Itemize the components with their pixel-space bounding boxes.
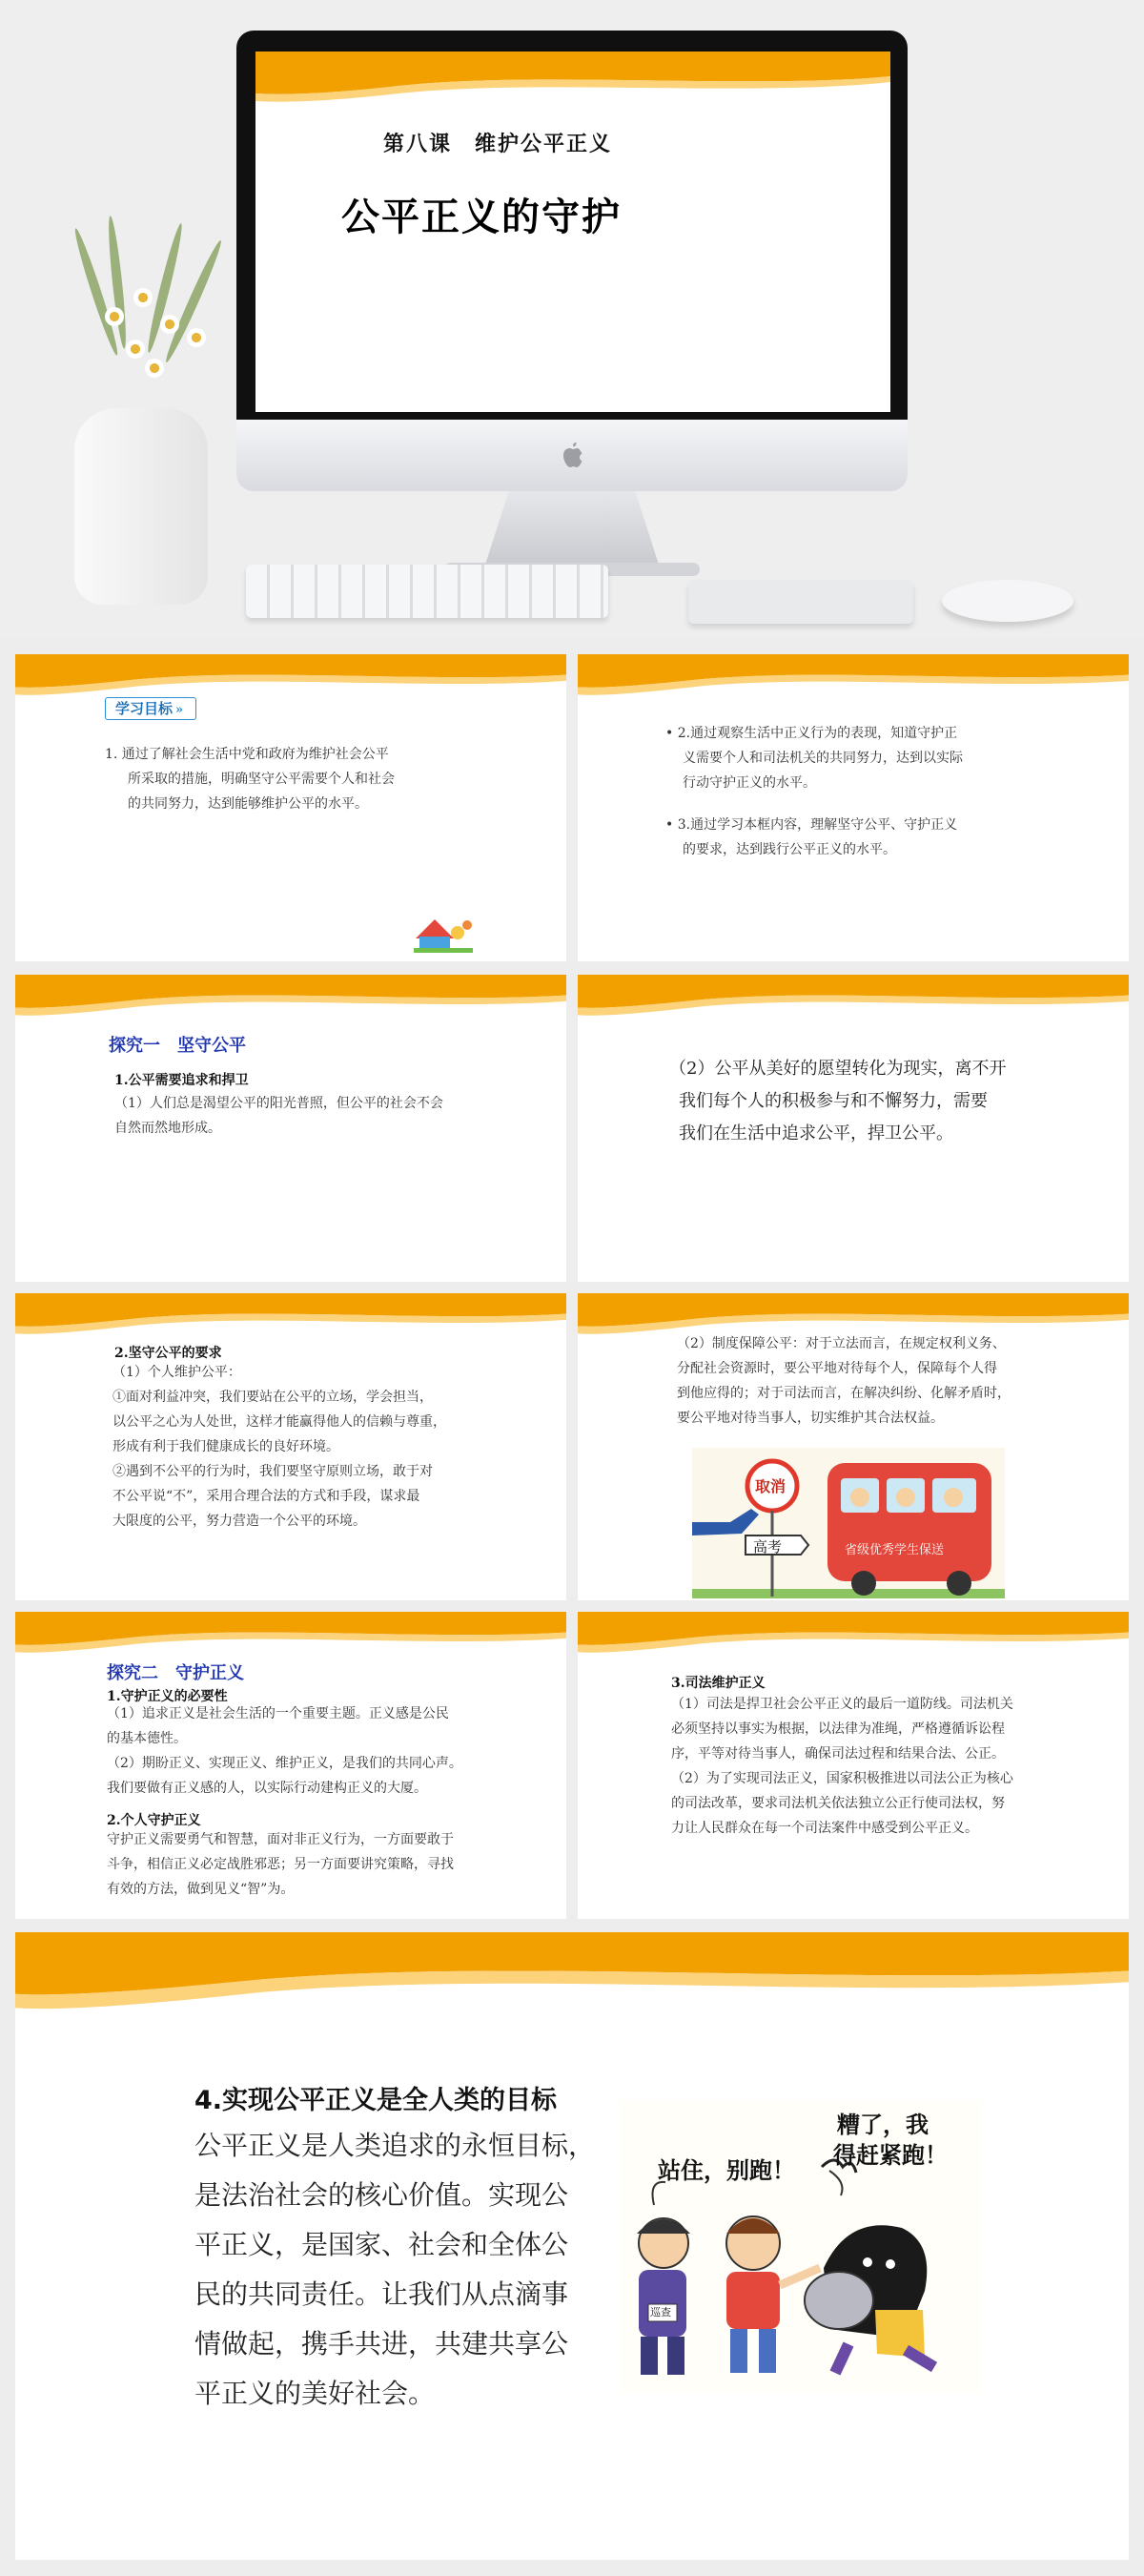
text-line: 要公平地对待当事人，切实维护其合法权益。 xyxy=(677,1411,944,1426)
orange-wave-header xyxy=(15,1612,566,1658)
orange-wave-header xyxy=(15,1932,1129,2018)
text-line: 我们在生活中追求公平，捍卫公平。 xyxy=(679,1123,953,1144)
text-line: 1. 通过了解社会生活中党和政府为维护社会公平 xyxy=(105,747,389,762)
orange-wave-header xyxy=(578,1612,1129,1658)
text-line: ②遇到不公平的行为时，我们要坚守原则立场，敢于对 xyxy=(112,1464,433,1479)
text-line: 守护正义需要勇气和智慧，面对非正义行为，一方面要敢于 xyxy=(107,1832,454,1847)
section-heading: 探究一 坚守公平 xyxy=(109,1036,246,1056)
orange-wave-header xyxy=(15,1293,566,1339)
text-line: 3.通过学习本框内容，理解坚守公平、守护正义 xyxy=(677,817,958,833)
cancel-sign-text: 取消 xyxy=(755,1477,786,1495)
keyboard xyxy=(246,565,608,618)
orange-wave-header xyxy=(15,975,566,1020)
text-line: 必须坚持以事实为根据，以法律为准绳，严格遵循诉讼程 xyxy=(671,1721,1005,1737)
text-line: （2）公平从美好的愿望转化为现实，离不开 xyxy=(669,1059,1007,1079)
text-line: （2）制度保障公平：对于立法而言，在规定权利义务、 xyxy=(677,1336,1006,1351)
text-line: 不公平说“不”，采用合理合法的方式和手段，谋求最 xyxy=(112,1489,420,1504)
paragraph xyxy=(107,1701,555,1801)
text-line: 情做起，携手共进，共建共享公 xyxy=(194,2328,569,2360)
objective-1 xyxy=(105,742,524,816)
bullet: • xyxy=(665,817,674,833)
monitor-stand xyxy=(484,491,660,567)
slide-common-goal xyxy=(15,1932,1129,2560)
text-line: 的司法改革，要求司法机关依法独立公正行使司法权，努 xyxy=(671,1796,1005,1811)
bus-cartoon-drawing xyxy=(692,1448,1005,1598)
text-line: 力让人民群众在每一个司法案件中感受到公平正义。 xyxy=(671,1821,978,1836)
paragraph xyxy=(107,1827,555,1902)
cover-title: 公平正义的守护 xyxy=(341,196,622,239)
subheading: 2.坚守公平的要求 xyxy=(114,1346,222,1361)
text-line: 平正义，是国家、社会和全体公 xyxy=(194,2229,569,2260)
text-line: 公平正义是人类追求的永恒目标， xyxy=(194,2130,596,2161)
objective-2 xyxy=(665,721,1085,795)
text-line: 自然而然地形成。 xyxy=(114,1121,221,1136)
trackpad xyxy=(688,580,913,624)
text-line: 是法治社会的核心价值。实现公 xyxy=(194,2179,569,2211)
paragraph xyxy=(671,1692,1119,1841)
text-line: 我们要做有正义感的人，以实际行动建构正义的大厦。 xyxy=(107,1781,427,1796)
objective-3 xyxy=(665,813,1085,862)
text-line: （1）人们总是渴望公平的阳光普照，但公平的社会不会 xyxy=(114,1096,443,1111)
paragraph xyxy=(669,1053,1108,1150)
slide-explore-2 xyxy=(15,1612,566,1919)
text-line: 义需要个人和司法机关的共同努力，达到以实际 xyxy=(683,751,963,766)
text-line: 以公平之心为人处世，这样才能赢得他人的信赖与尊重， xyxy=(112,1414,446,1430)
orange-wave-header xyxy=(15,654,566,700)
text-line: 2.通过观察生活中正义行为的表现，知道守护正 xyxy=(677,726,958,741)
text-line: 所采取的措施，明确坚守公平需要个人和社会 xyxy=(128,772,395,787)
flower-plant xyxy=(46,216,236,425)
text-line: ①面对利益冲突，我们要站在公平的立场，学会担当， xyxy=(112,1390,433,1405)
speech-bubble-right-line1: 糟了，我 xyxy=(837,2112,929,2138)
vase xyxy=(74,408,208,605)
text-line: （2）为了实现司法正义，国家积极推进以司法公正为核心 xyxy=(671,1771,1013,1786)
section-heading: 探究二 守护正义 xyxy=(107,1663,244,1683)
text-line: （1）司法是捍卫社会公平正义的最后一道防线。司法机关 xyxy=(671,1697,1013,1712)
subheading: 3.司法维护正义 xyxy=(671,1676,766,1691)
slide-learning-goals xyxy=(15,654,566,961)
bus-cartoon xyxy=(692,1448,1005,1598)
children-house-clipart xyxy=(410,910,477,954)
text-line: （1）追求正义是社会生活的一个重要主题。正义感是公民 xyxy=(107,1706,449,1721)
paragraph xyxy=(112,1360,551,1534)
text-line: （2）期盼正义、实现正义、维护正义，是我们的共同心声。 xyxy=(107,1756,462,1771)
speech-bubble-left: 站住，别跑！ xyxy=(658,2157,795,2184)
text-line: 行动守护正义的水平。 xyxy=(683,775,816,791)
text-line: 的要求，达到践行公平正义的水平。 xyxy=(683,842,896,857)
text-line: 平正义的美好社会。 xyxy=(194,2378,436,2409)
monitor-chin xyxy=(236,420,908,491)
paragraph xyxy=(194,2121,614,2419)
text-line: 分配社会资源时，要公平地对待每个人，保障每个人得 xyxy=(677,1361,997,1376)
text-line: 的基本德性。 xyxy=(107,1731,187,1746)
text-line: 有效的方法，做到见义“智”为。 xyxy=(107,1882,295,1897)
text-line: 斗争，相信正义必定战胜邪恶；另一方面要讲究策略，寻找 xyxy=(107,1857,454,1872)
slide-objectives-2-3 xyxy=(578,654,1129,961)
cover-slide xyxy=(0,0,1144,637)
double-chevron-icon: » xyxy=(175,703,184,717)
police-badge-text: 巡查 xyxy=(650,2306,671,2318)
text-line: 到他应得的；对于司法而言，在解决纠纷、化解矛盾时， xyxy=(677,1386,1011,1401)
slide-fairness-requirements xyxy=(15,1293,566,1600)
orange-wave-header xyxy=(578,654,1129,700)
gaokao-sign-text: 高考 xyxy=(753,1538,783,1556)
subheading: 1.守护正义的必要性 xyxy=(107,1689,228,1704)
subheading: 2.个人守护正义 xyxy=(107,1813,201,1828)
slide-institutional-fairness xyxy=(578,1293,1129,1600)
learning-goals-tag xyxy=(105,698,183,718)
slide-judicial-justice xyxy=(578,1612,1129,1919)
text-line: 我们每个人的积极参与和不懈努力，需要 xyxy=(679,1091,988,1111)
slide-explore-1 xyxy=(15,975,566,1282)
text-line: 大限度的公平，努力营造一个公平的环境。 xyxy=(112,1514,366,1529)
text-line: 形成有利于我们健康成长的良好环境。 xyxy=(112,1439,339,1454)
text-line: 序，平等对待当事人，确保司法过程和结果合法、公正。 xyxy=(671,1746,1005,1762)
speech-bubble-right-line2: 得赶紧跑！ xyxy=(833,2142,948,2169)
orange-wave-header xyxy=(578,975,1129,1020)
cover-subtitle: 第八课 维护公平正义 xyxy=(383,132,613,156)
bus-banner-text: 省级优秀学生保送 xyxy=(845,1543,945,1557)
apple-logo-icon xyxy=(561,441,585,469)
chase-cartoon xyxy=(620,2100,982,2392)
tag-label: 学习目标 xyxy=(105,697,196,720)
paragraph xyxy=(677,1331,1115,1431)
slide-fairness-reality xyxy=(578,975,1129,1282)
section-heading: 4.实现公平正义是全人类的目标 xyxy=(194,2086,558,2115)
paragraph xyxy=(114,1091,534,1141)
bullet: • xyxy=(665,726,674,741)
text-line: （1）个人维护公平： xyxy=(112,1365,241,1380)
text-line: 民的共同责任。让我们从点滴事 xyxy=(194,2278,569,2310)
text-line: 的共同努力，达到能够维护公平的水平。 xyxy=(128,796,368,812)
subheading: 1.公平需要追求和捍卫 xyxy=(114,1073,249,1088)
mouse xyxy=(942,580,1073,622)
